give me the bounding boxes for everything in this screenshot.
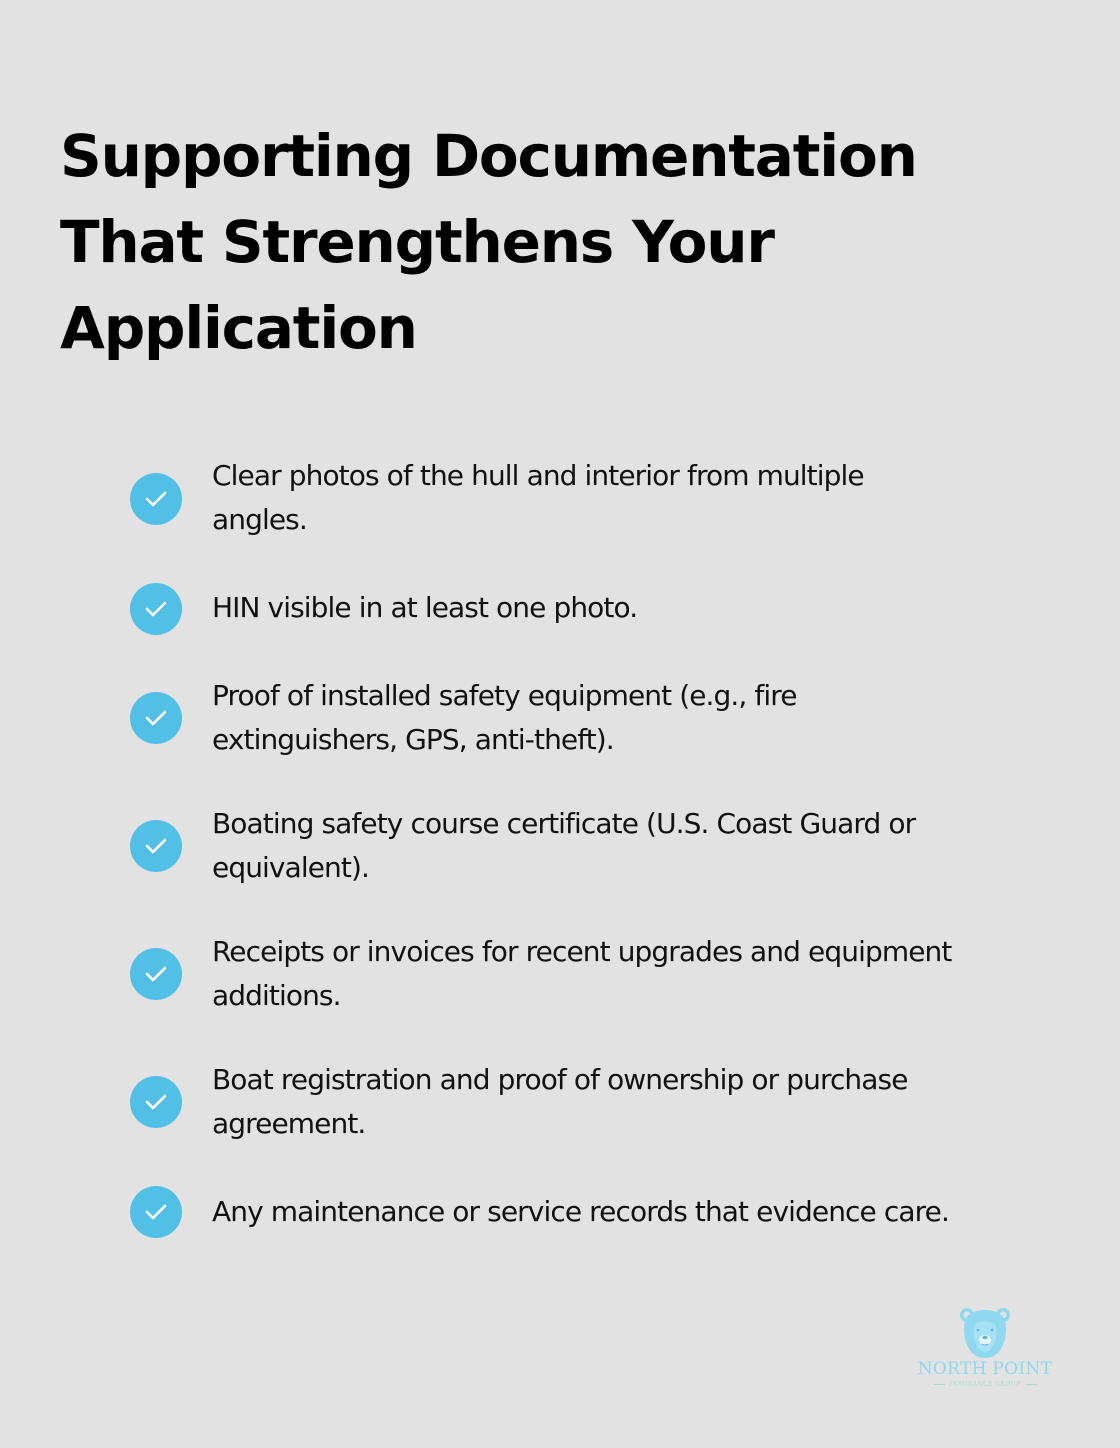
checklist-item-text (212, 802, 1072, 890)
checklist-item-text (212, 454, 1072, 542)
checklist-item-text (212, 930, 1072, 1018)
checklist-item-line: angles. (212, 503, 307, 536)
north-point-logo (905, 1302, 1065, 1394)
checklist-item-line: additions. (212, 979, 341, 1012)
bear-head-icon (958, 1306, 1012, 1362)
checklist-item-line: agreement. (212, 1107, 366, 1140)
checklist-item-line: equivalent). (212, 851, 370, 884)
checklist-item-line: Proof of installed safety equipment (e.g., fire (212, 679, 797, 712)
checklist-item-text (212, 674, 1072, 762)
logo-company-name: NORTH POINT (917, 1359, 1053, 1379)
title-line-3: Application (60, 294, 417, 362)
checklist-item-text (212, 1190, 1072, 1234)
checklist-item-line: extinguishers, GPS, anti-theft). (212, 723, 614, 756)
check-circle-icon (130, 820, 182, 872)
checklist-item-line: HIN visible in at least one photo. (212, 591, 638, 624)
check-circle-icon (130, 1186, 182, 1238)
checklist-item-text (212, 1058, 1072, 1146)
check-circle-icon (130, 948, 182, 1000)
title-line-1: Supporting Documentation (60, 122, 917, 190)
title-line-2: That Strengthens Your (60, 208, 774, 276)
check-circle-icon (130, 583, 182, 635)
checklist-item-line: Boat registration and proof of ownership or purchase (212, 1063, 908, 1096)
logo-company-subtitle: INSURANCE GROUP (905, 1381, 1065, 1389)
checklist-item-line: Clear photos of the hull and interior from multiple (212, 459, 864, 492)
checklist-item-line: Any maintenance or service records that evidence care. (212, 1195, 949, 1228)
check-circle-icon (130, 1076, 182, 1128)
page-title (60, 113, 1060, 371)
check-circle-icon (130, 473, 182, 525)
checklist-item-line: Boating safety course certificate (U.S. Coast Guard or (212, 807, 916, 840)
checklist-item-text (212, 586, 1072, 630)
checklist-item-line: Receipts or invoices for recent upgrades and equipment (212, 935, 952, 968)
check-circle-icon (130, 692, 182, 744)
